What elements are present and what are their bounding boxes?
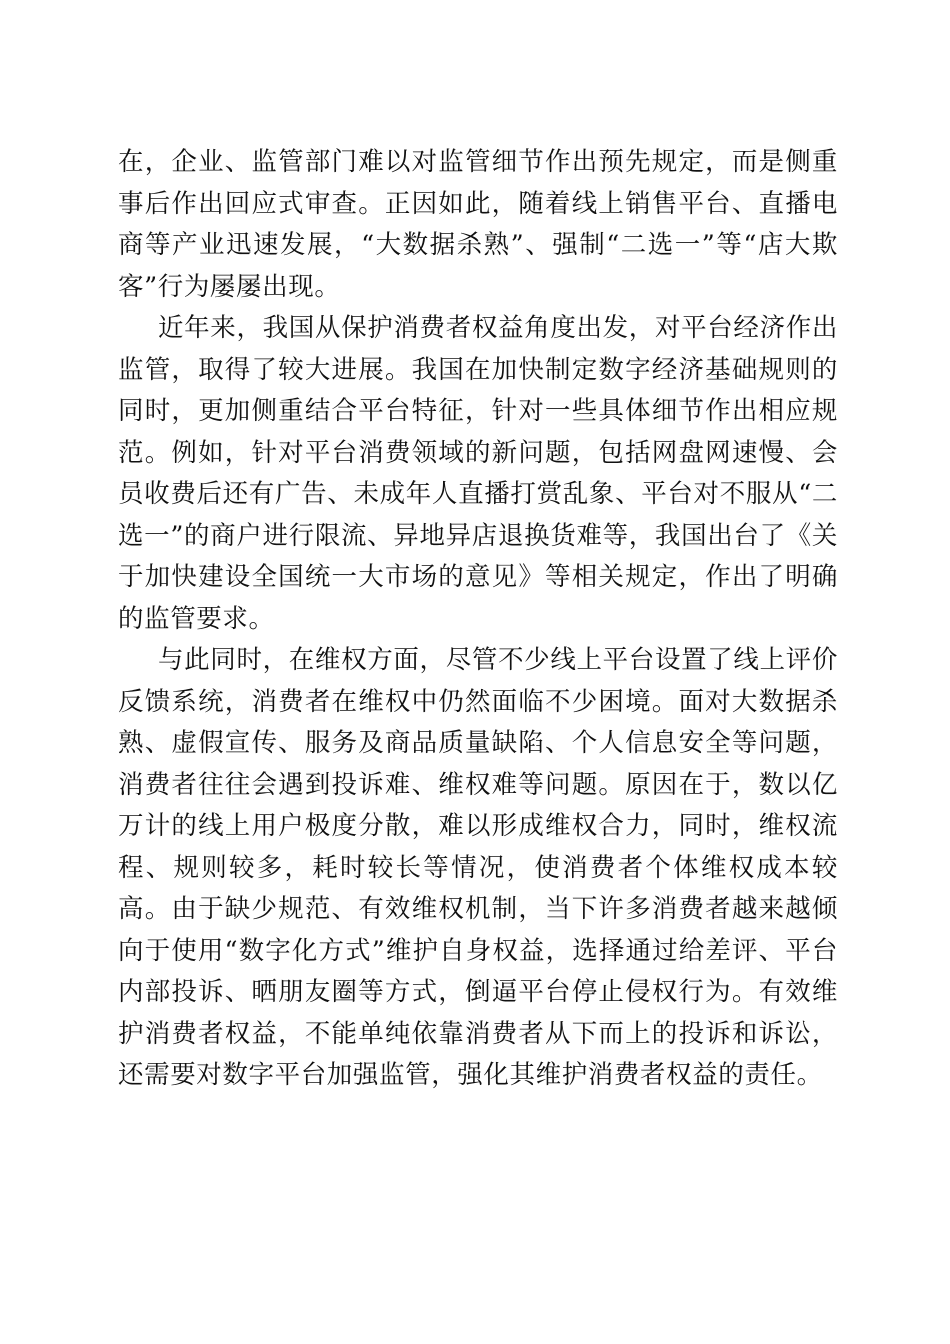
paragraph-regulation-progress: 近年来，我国从保护消费者权益角度出发，对平台经济作出监管，取得了较大进展。我国在加快制定数字经济基础规则的同时，更加侧重结合平台特征，针对一些具体细节作出相应规范。例如，针对平台消费领域的新问题，包括网盘网速慢、会员收费后还有广告、未成年人直播打赏乱象、平台对不服从“二选一”的商户进行限流、异地异店退换货难等，我国出台了《关于加快建设全国统一大市场的意见》等相关规定，作出了明确的监管要求。 [118, 313, 838, 634]
paragraph-consumer-rights: 与此同时，在维权方面，尽管不少线上平台设置了线上评价反馈系统，消费者在维权中仍然面临不少困境。面对大数据杀熟、虚假宣传、服务及商品质量缺陷、个人信息安全等问题，消费者往往会遇到投诉难、维权难等问题。原因在于，数以亿万计的线上用户极度分散，难以形成维权合力，同时，维权流程、规则较多，耗时较长等情况，使消费者个体维权成本较高。由于缺少规范、有效维权机制，当下许多消费者越来越倾向于使用“数字化方式”维护自身权益，选择通过给差评、平台内部投诉、晒朋友圈等方式，倒逼平台停止侵权行为。有效维护消费者权益，不能单纯依靠消费者从下而上的投诉和诉讼，还需要对数字平台加强监管，强化其维护消费者权益的责任。 [118, 645, 838, 1090]
document-body [118, 142, 838, 1097]
paragraph-continuation: 在，企业、监管部门难以对监管细节作出预先规定，而是侧重事后作出回应式审查。正因如此，随着线上销售平台、直播电商等产业迅速发展，“大数据杀熟”、强制“二选一”等“店大欺客”行为屡屡出现。 [118, 147, 838, 302]
